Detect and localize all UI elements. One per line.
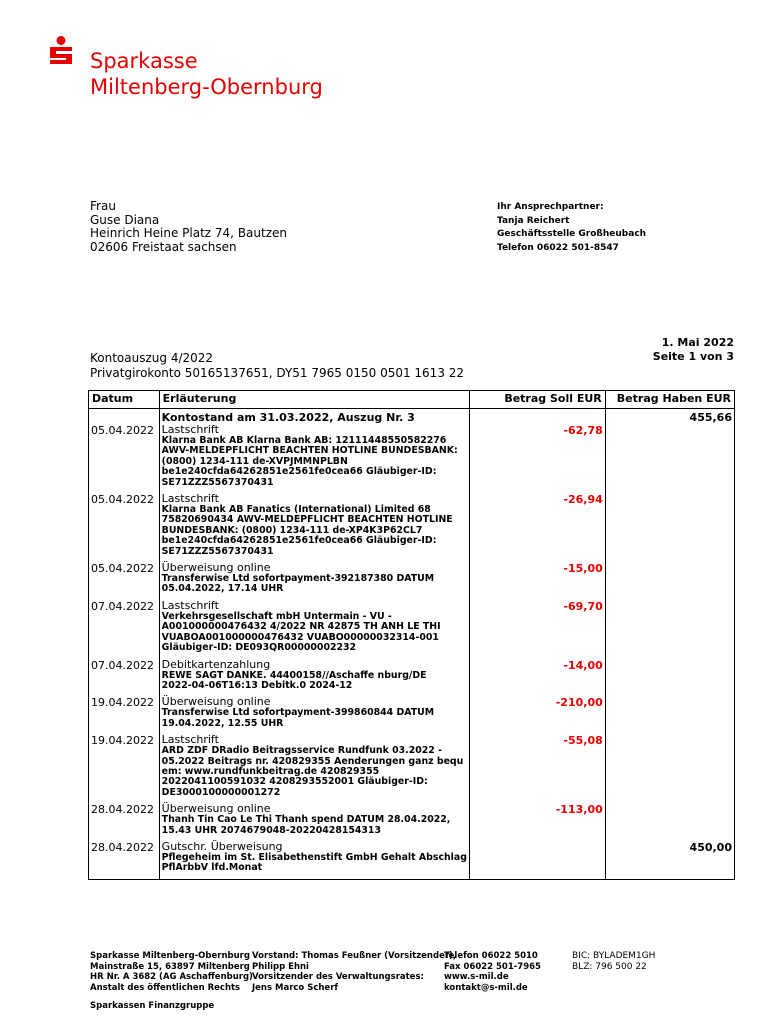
footer-line: HR Nr. A 3682 (AG Aschaffenburg): [90, 972, 253, 982]
footer-line: www.s-mil.de: [444, 972, 509, 982]
account-info: Privatgirokonto 50165137651, DY51 7965 0150 0501 1613 22: [90, 366, 465, 380]
bank-name-line2: Miltenberg-Obernburg: [90, 75, 323, 99]
transactions-table: [88, 390, 735, 880]
transaction-credit: [605, 696, 734, 734]
footer-bank-codes: [572, 951, 655, 972]
table-row: [89, 841, 735, 879]
transaction-description: [159, 424, 469, 493]
transaction-date: 05.04.2022: [89, 562, 160, 600]
transaction-detail-line: Transferwise Ltd sofortpayment-392187380 DATUM: [161, 573, 435, 585]
transaction-description: [159, 803, 469, 841]
footer-line: Jens Marco Scherf: [252, 982, 339, 993]
transaction-description: [159, 600, 469, 659]
page-number: Seite 1 von 3: [652, 350, 734, 363]
transaction-detail-line: BUNDESBANK: (0800) 1234-111 de-XP4K3P62CL7: [161, 524, 423, 536]
footer-bank-info: [90, 951, 253, 993]
transaction-detail-line: Verkehrsgesellschaft mbH Untermain - VU -: [161, 610, 392, 622]
sparkasse-logo-icon: [46, 36, 76, 70]
transaction-credit: [605, 659, 734, 697]
transaction-detail-line: SE71ZZZ5567370431: [161, 545, 274, 557]
header-description: Erläuterung: [159, 391, 469, 409]
transaction-type: Überweisung online: [161, 802, 271, 816]
transaction-detail-line: Pflegeheim im St. Elisabethenstift GmbH Gehalt Abschlag: [161, 851, 467, 863]
transaction-description: [159, 493, 469, 562]
table-header-row: [89, 391, 735, 409]
transaction-debit: -55,08: [469, 734, 605, 803]
transaction-description: [159, 734, 469, 803]
statement-title: Kontoauszug 4/2022: [90, 351, 214, 365]
transaction-detail-line: Transferwise Ltd sofortpayment-399860844 DATUM: [161, 707, 435, 719]
transaction-date: 07.04.2022: [89, 659, 160, 697]
transaction-detail-line: A001000000476432 4/2022 NR 42875 TH ANH LE THI: [161, 621, 441, 633]
footer-contact-info: [444, 951, 541, 993]
transaction-debit: -15,00: [469, 562, 605, 600]
transaction-type: Lastschrift: [161, 733, 219, 747]
transaction-detail-line: VUABOA001000000476432 VUABO00000032314-001: [161, 631, 439, 643]
transaction-debit: -210,00: [469, 696, 605, 734]
contact-branch: Geschäftsstelle Großheubach: [497, 229, 647, 239]
footer-board-info: [252, 951, 456, 993]
contact-block: [497, 201, 646, 255]
header-credit: Betrag Haben EUR: [605, 391, 734, 409]
statement-header: [90, 351, 464, 381]
recipient-city: 02606 Freistaat sachsen: [90, 239, 237, 254]
footer-line: kontakt@s-mil.de: [444, 982, 528, 993]
footer-line: Anstalt des öffentlichen Rechts: [90, 982, 241, 993]
footer-line: Sparkasse Miltenberg-Obernburg: [90, 951, 250, 961]
transaction-detail-line: PflArbbV lfd.Monat: [161, 862, 263, 874]
footer-group: Sparkassen Finanzgruppe: [90, 1001, 215, 1011]
transaction-description: [159, 562, 469, 600]
opening-balance-text: Kontostand am 31.03.2022, Auszug Nr. 3: [159, 409, 469, 425]
transaction-detail-line: DE3000100000001272: [161, 786, 281, 798]
header-date: Datum: [89, 391, 160, 409]
recipient-address: [90, 200, 287, 254]
transaction-debit: -113,00: [469, 803, 605, 841]
transaction-credit: [605, 562, 734, 600]
transaction-type: Lastschrift: [161, 423, 219, 436]
statement-date: 1. Mai 2022: [661, 336, 734, 349]
transaction-detail-line: SE71ZZZ5567370431: [161, 476, 274, 488]
transaction-description: [159, 659, 469, 697]
transaction-date: 07.04.2022: [89, 600, 160, 659]
recipient-name: Guse Diana: [90, 212, 160, 227]
table-row: [89, 696, 735, 734]
recipient-street: Heinrich Heine Platz 74, Bautzen: [90, 226, 287, 240]
table-row: [89, 562, 735, 600]
transaction-credit: [605, 600, 734, 659]
transaction-type: Debitkartenzahlung: [161, 657, 271, 671]
transaction-detail-line: 2022041100591032 4208293552001 Gläubiger-ID:: [161, 776, 428, 788]
contact-label: Ihr Ansprechpartner:: [497, 202, 604, 212]
footer-line: BIC: BYLADEM1GH: [572, 951, 656, 961]
table-row: [89, 659, 735, 697]
transaction-description: [159, 696, 469, 734]
transaction-detail-line: Klarna Bank AB Klarna Bank AB: 12111448550582276: [161, 435, 447, 446]
transaction-detail-line: 19.04.2022, 12.55 UHR: [161, 717, 284, 729]
footer-line: Vorsitzender des Verwaltungsrates:: [252, 972, 424, 982]
transaction-credit: [605, 424, 734, 493]
statement-date-block: [653, 336, 734, 364]
table-row: [89, 803, 735, 841]
transaction-type: Überweisung online: [161, 561, 271, 575]
transaction-detail-line: 05.2022 Beitrags nr. 420829355 Aenderungen ganz bequ: [161, 755, 464, 767]
transaction-description: [159, 841, 469, 879]
transaction-debit: -62,78: [469, 424, 605, 493]
transaction-credit: [605, 493, 734, 562]
opening-balance-amount: 455,66: [605, 409, 734, 425]
transaction-credit: [605, 803, 734, 841]
transaction-type: Lastschrift: [161, 492, 219, 506]
table-row: [89, 734, 735, 803]
transaction-detail-line: Klarna Bank AB Fanatics (International) Limited 68: [161, 504, 431, 516]
transaction-debit: -26,94: [469, 493, 605, 562]
footer-line: Mainstraße 15, 63897 Miltenberg: [90, 961, 250, 972]
transaction-detail-line: be1e240cfda64262851e2561fe0cea66 Gläubiger-ID:: [161, 535, 437, 547]
transaction-detail-line: Thanh Tin Cao Le Thi Thanh spend DATUM 28.04.2022,: [161, 814, 451, 826]
transaction-credit: 450,00: [605, 841, 734, 879]
footer-line: Vorstand: Thomas Feußner (Vorsitzender),: [252, 951, 457, 961]
transaction-credit: [605, 734, 734, 803]
transaction-detail-line: REWE SAGT DANKE. 44400158//Aschaffe nburg/DE: [161, 669, 427, 681]
transaction-date: 28.04.2022: [89, 803, 160, 841]
transaction-detail-line: AWV-MELDEPFLICHT BEACHTEN HOTLINE BUNDESBANK:: [161, 445, 458, 457]
transaction-detail-line: be1e240cfda64262851e2561fe0cea66 Gläubiger-ID:: [161, 466, 437, 478]
contact-name: Tanja Reichert: [497, 215, 570, 226]
transaction-date: 05.04.2022: [89, 424, 160, 493]
table-row: [89, 600, 735, 659]
transaction-date: 19.04.2022: [89, 734, 160, 803]
transaction-detail-line: 05.04.2022, 17.14 UHR: [161, 583, 284, 595]
transaction-date: 28.04.2022: [89, 841, 160, 879]
transaction-detail-line: Gläubiger-ID: DE093QR00000002232: [161, 642, 357, 654]
contact-phone: Telefon 06022 501-8547: [497, 242, 619, 253]
transaction-date: 05.04.2022: [89, 493, 160, 562]
transaction-debit: -14,00: [469, 659, 605, 697]
transaction-detail-line: (0800) 1234-111 de-XVPJMMNPLBN: [161, 455, 348, 467]
transaction-detail-line: 15.43 UHR 2074679048-20220428154313: [161, 824, 381, 836]
footer-line: Fax 06022 501-7965: [444, 961, 541, 972]
transaction-type: Lastschrift: [161, 598, 219, 612]
transaction-detail-line: ARD ZDF DRadio Beitragsservice Rundfunk 03.2022 -: [161, 745, 442, 757]
transaction-date: 19.04.2022: [89, 696, 160, 734]
opening-balance-row: [89, 409, 735, 425]
transaction-debit: [469, 841, 605, 879]
footer-line: Philipp Ehni: [252, 961, 309, 972]
transaction-debit: -69,70: [469, 600, 605, 659]
header-debit: Betrag Soll EUR: [469, 391, 605, 409]
footer-line: Telefon 06022 5010: [444, 951, 538, 961]
table-row: [89, 424, 735, 493]
bank-name-line1: Sparkasse: [90, 49, 198, 73]
transaction-type: Überweisung online: [161, 695, 271, 709]
recipient-salutation: Frau: [90, 199, 116, 213]
bank-name: [90, 48, 323, 100]
transaction-type: Gutschr. Überweisung: [161, 839, 283, 853]
transaction-detail-line: em: www.rundfunkbeitrag.de 420829355: [161, 765, 380, 777]
table-row: [89, 493, 735, 562]
transaction-detail-line: 75820690434 AWV-MELDEPFLICHT BEACHTEN HOTLINE: [161, 514, 453, 526]
transaction-detail-line: 2022-04-06T16:13 Debitk.0 2024-12: [161, 679, 353, 691]
footer-line: BLZ: 796 500 22: [572, 961, 647, 972]
